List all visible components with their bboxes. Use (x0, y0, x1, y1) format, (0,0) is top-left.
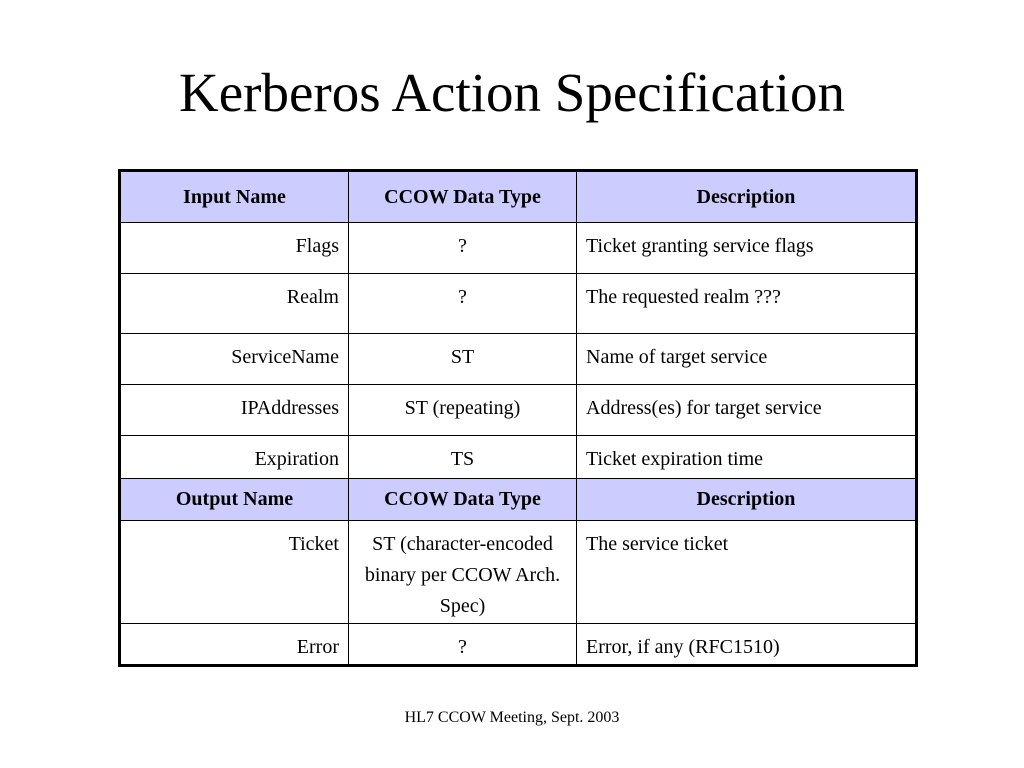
table-row (120, 274, 917, 334)
table-row (120, 223, 917, 274)
table-cell: IPAddresses (120, 385, 349, 436)
table-cell: ST (349, 334, 577, 385)
header-cell: CCOW Data Type (349, 171, 577, 223)
table-cell: ? (349, 624, 577, 666)
slide-title: Kerberos Action Specification (179, 62, 845, 123)
table-cell: ServiceName (120, 334, 349, 385)
table-cell: TS (349, 436, 577, 479)
table-cell: Flags (120, 223, 349, 274)
table-cell: The service ticket (577, 521, 917, 624)
slide-footer: HL7 CCOW Meeting, Sept. 2003 (404, 709, 620, 726)
table-cell: Error, if any (RFC1510) (577, 624, 917, 666)
table-cell: ST (character-encoded binary per CCOW Arch. Spec) (349, 521, 577, 624)
table-row (120, 334, 917, 385)
table-row (120, 521, 917, 624)
header-cell: Input Name (120, 171, 349, 223)
table-cell: ? (349, 274, 577, 334)
table-cell: Name of target service (577, 334, 917, 385)
header-cell: Output Name (120, 479, 349, 521)
table-cell: ST (repeating) (349, 385, 577, 436)
table-cell: The requested realm ??? (577, 274, 917, 334)
table-header-row (120, 479, 917, 521)
header-cell: Description (577, 479, 917, 521)
table-cell: Expiration (120, 436, 349, 479)
spec-table (118, 169, 918, 667)
table-cell: Error (120, 624, 349, 666)
header-cell: Description (577, 171, 917, 223)
table-cell: Realm (120, 274, 349, 334)
header-cell: CCOW Data Type (349, 479, 577, 521)
table-row (120, 385, 917, 436)
table-row (120, 436, 917, 479)
table-cell: Ticket (120, 521, 349, 624)
table-cell: ? (349, 223, 577, 274)
table-cell: Ticket granting service flags (577, 223, 917, 274)
table-row (120, 624, 917, 666)
table-header-row (120, 171, 917, 223)
table-cell: Address(es) for target service (577, 385, 917, 436)
table-cell: Ticket expiration time (577, 436, 917, 479)
